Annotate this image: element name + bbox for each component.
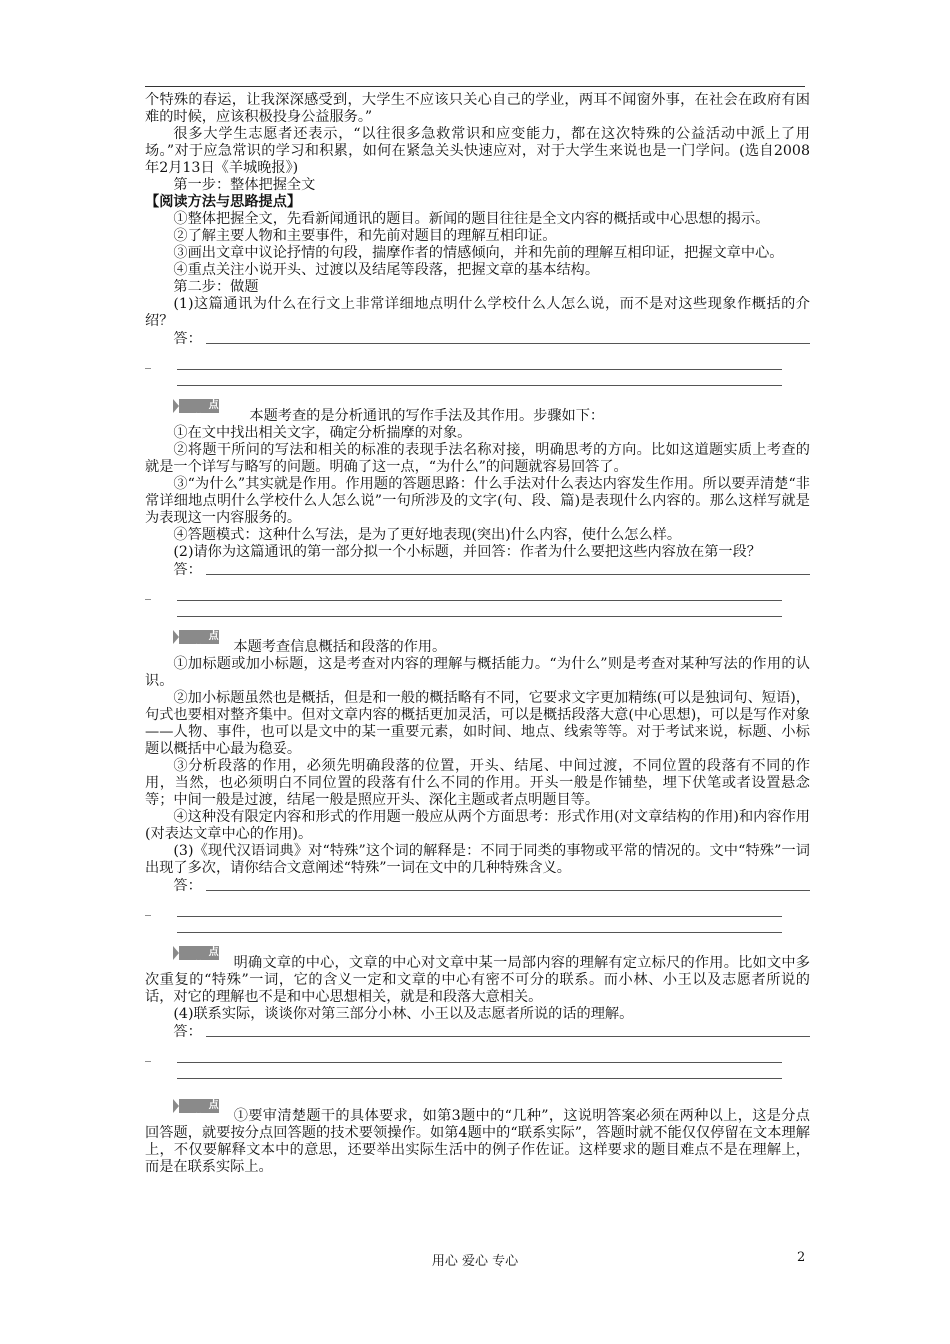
tip-1-text: 本题考查的是分析通讯的写作手法及其作用。步骤如下： [249,408,605,424]
answer-line [206,574,810,575]
paragraph-volunteers: 很多大学生志愿者还表示，“以往很多急救常识和应变能力，都在这次特殊的公益活动中派上了用场。”对于应急常识的学习和积累，如何在紧急关头快速应对，对于大学生来说也是一门学问。(选自2008年2月13日《羊城晚报》) [145,126,810,176]
answer-label: 答： [173,331,202,347]
question-1: (1)这篇通讯为什么在行文上非常详细地点明什么学校什么人怎么说，而不是对这些现象作概括的介绍？ [145,296,810,329]
tip-1 [145,399,810,425]
answer-dash: _ [145,355,151,369]
tip-badge: 点拨 [173,946,219,960]
method-heading: 【阅读方法与思路提点】 [145,194,302,210]
question-3: (3)《现代汉语词典》对“特殊”这个词的解释是：不同于同类的事物或平常的情况的。文中“特殊”一词出现了多次，请你结合文意阐述“特殊”一词在文中的几种特殊含义。 [145,843,810,876]
tip-1-item: ②将题干所问的写法和相关的标准的表现手法名称对接，明确思考的方向。比如这道题实质上考查的就是一个详写与略写的问题。明确了这一点，“为什么”的问题就容易回答了。 [145,442,810,475]
footer-slogan: 用心 爱心 专心 [431,1254,519,1269]
tip-4 [145,1099,810,1176]
tip-badge: 点拨 [173,1099,219,1113]
answer-area-2[interactable] [145,562,810,579]
answer-label: 答： [173,878,202,894]
question-4: (4)联系实际，谈谈你对第三部分小林、小王以及志愿者所说的话的理解。 [173,1006,634,1022]
answer-label: 答： [173,1024,202,1040]
tip-2-item: ②加小标题虽然也是概括，但是和一般的概括略有不同，它要求文字更加精练(可以是独词句、短语)，句式也要相对整齐集中。但对文章内容的概括更加灵活，可以是概括段落大意(中心思想)，可以是写作对象——人物、事件，也可以是文中的某一重要元素，如时间、地点、线索等等。对于考试来说，标题、小标题以概括中心最为稳妥。 [145,690,810,757]
tip-2 [145,630,810,656]
method-item-2: ②了解主要人物和主要事件，和先前对题目的理解互相印证。 [173,228,557,244]
method-item-3: ③画出文章中议论抒情的句段，揣摩作者的情感倾向，并和先前的理解互相印证，把握文章中心。 [173,245,784,261]
tip-3 [145,946,810,1006]
answer-label: 答： [173,562,202,578]
answer-area-4[interactable] [145,1024,810,1041]
paragraph-continued: 个特殊的春运，让我深深感受到，大学生不应该只关心自己的学业，两耳不闻窗外事，在社会在政府有困难的时候，应该积极投身公益服务。” [145,92,810,125]
header-rule [145,86,805,87]
question-2: (2)请你为这篇通讯的第一部分拟一个小标题，并回答：作者为什么要把这些内容放在第一段？ [173,544,761,560]
answer-line [177,600,782,601]
tip-1-item: ④答题模式：这种什么写法，是为了更好地表现(突出)什么内容，使什么怎么样。 [173,527,682,543]
tip-4-text: ①要审清楚题干的具体要求，如第3题中的“几种”，这说明答案必须在两种以上，这是分点回答题，就要按分点回答题的技术要领操作。如第4题中的“联系实际”，答题时就不能仅仅停留在文本理解上，不仅要解释文本中的意思，还要举出实际生活中的例子作佐证。这样要求的题目难点不是在理解上，而是在联系实际上。 [145,1108,810,1175]
tip-badge: 点拨 [173,630,219,644]
step-one-heading: 第一步：整体把握全文 [173,177,316,193]
tip-2-item: ④这种没有限定内容和形式的作用题一般应从两个方面思考：形式作用(对文章结构的作用)和内容作用(对表达文章中心的作用)。 [145,809,810,842]
answer-line [177,369,782,370]
tip-2-item: ③分析段落的作用，必须先明确段落的位置，开头、结尾、中间过渡，不同位置的段落有不同的作用，当然，也必须明白不同位置的段落有什么不同的作用。开头一般是作铺垫，埋下伏笔或者设置悬念等；中间一般是过渡，结尾一般是照应开头、深化主题或者点明题目等。 [145,758,810,808]
answer-area-3[interactable] [145,878,810,895]
answer-line [206,890,810,891]
method-item-1: ①整体把握全文，先看新闻通讯的题目。新闻的题目往往是全文内容的概括或中心思想的揭示。 [173,211,770,227]
page-content [145,92,810,1176]
tip-3-text: 明确文章的中心，文章的中心对文章中某一局部内容的理解有定立标尺的作用。比如文中多次重复的“特殊”一词，它的含义一定和文章的中心有密不可分的联系。而小林、小王以及志愿者所说的话，对它的理解也不是和中心思想相关，就是和段落大意相关。 [145,955,810,1005]
answer-dash: _ [145,1048,151,1062]
step-two-heading: 第二步：做题 [173,279,259,295]
page-number: 2 [797,1250,806,1265]
tip-1-item: ③“为什么”其实就是作用。作用题的答题思路：什么手法对什么表达内容发生作用。所以要弄清楚“非常详细地点明什么学校什么人怎么说”一句所涉及的文字(句、段、篇)是表现什么内容的。那么这样写就是为表现这一内容服务的。 [145,476,810,526]
answer-line [177,916,782,917]
tip-2-text: 本题考查信息概括和段落的作用。 [233,639,447,655]
answer-line [206,343,810,344]
answer-line [206,1036,810,1037]
answer-line [177,1062,782,1063]
answer-area-1[interactable] [145,331,810,348]
answer-dash: _ [145,586,151,600]
method-item-4: ④重点关注小说开头、过渡以及结尾等段落，把握文章的基本结构。 [173,262,600,278]
tip-2-item: ①加标题或加小标题，这是考查对内容的理解与概括能力。“为什么”则是考查对某种写法的作用的认识。 [145,656,810,689]
answer-dash: _ [145,902,151,916]
tip-badge: 点拨 [173,399,219,413]
tip-1-item: ①在文中找出相关文字，确定分析揣摩的对象。 [173,425,472,441]
